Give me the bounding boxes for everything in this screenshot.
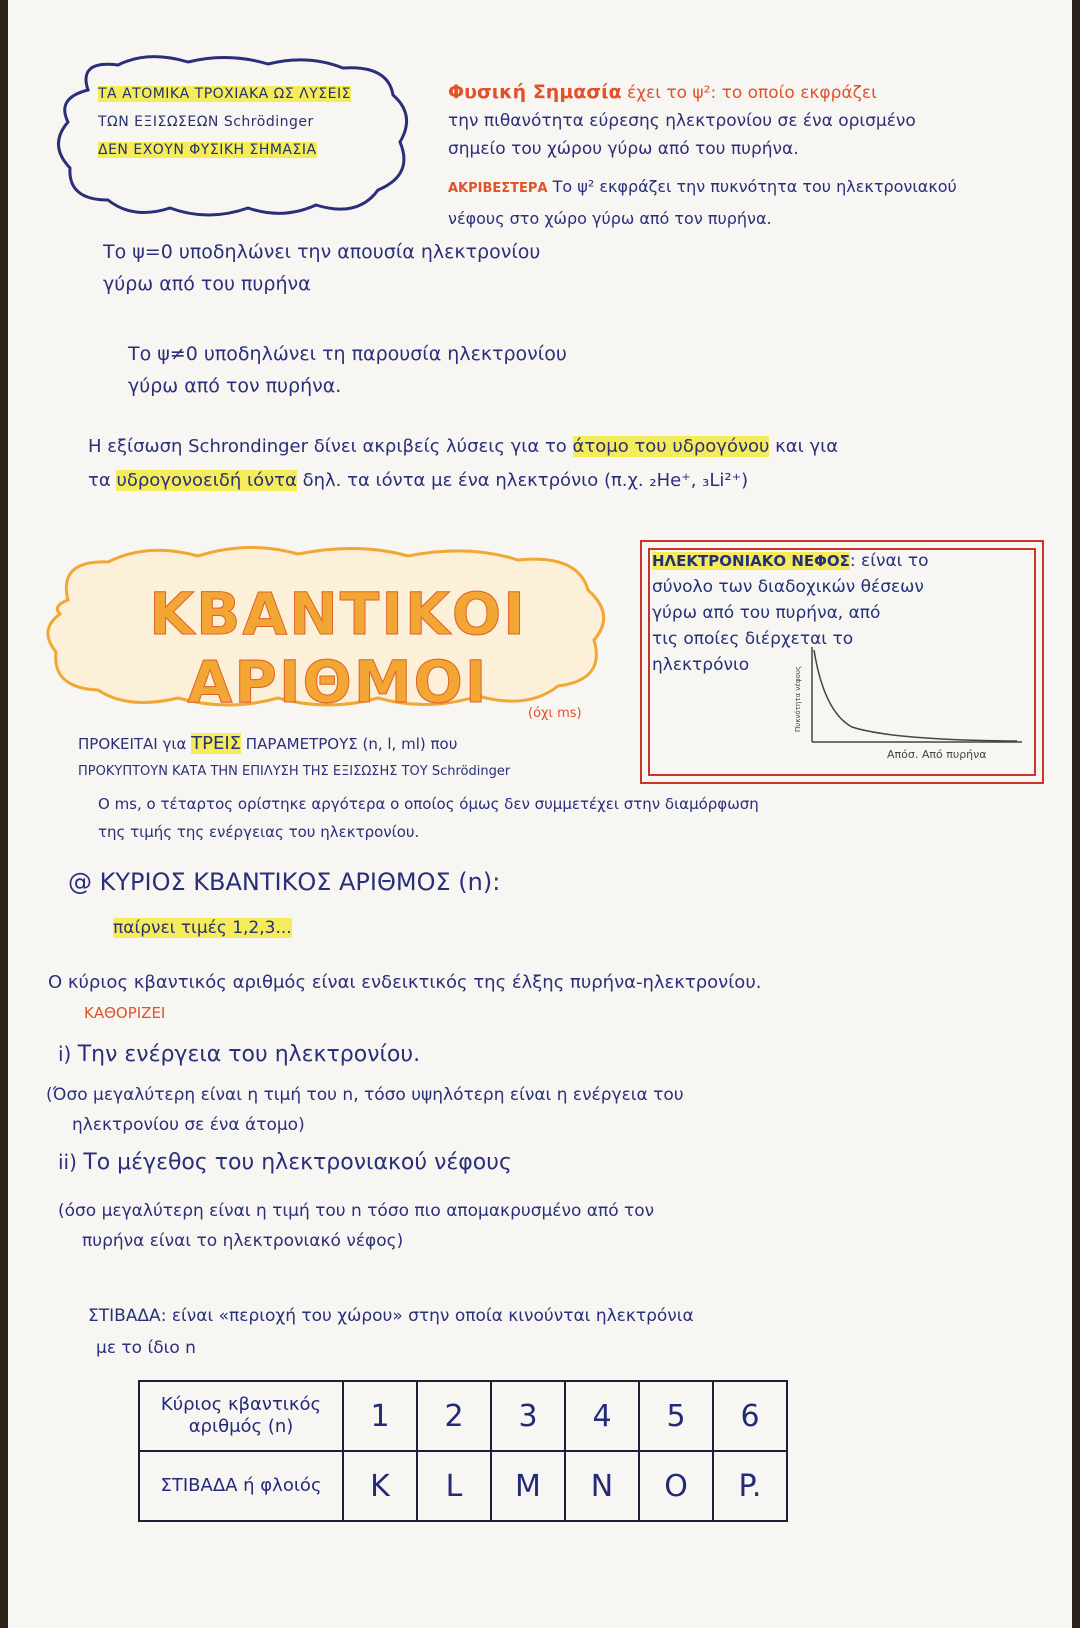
principal-ii-label: ii) [58,1150,77,1174]
cloud-note [48,50,418,220]
cloud-line-3: ΔΕΝ ΕΧΟΥΝ ΦΥΣΙΚΗ ΣΗΜΑΣΙΑ [98,142,317,158]
physical-meaning-text-1: έχει το ψ²: το οποίο εκφράζει [627,83,877,103]
schrodinger-hydrogen: άτομο του υδρογόνου [572,436,770,457]
physical-meaning-text-3: σημείο του χώρου γύρω από του πυρήνα. [448,139,799,159]
table-cell: 3 [491,1381,565,1451]
params-line-4: της τιμής της ενέργειας του ηλεκτρονίου. [98,823,420,841]
principal-heading: ΚΥΡΙΟΣ ΚΒΑΝΤΙΚΟΣ ΑΡΙΘΜΟΣ (n): [99,868,501,896]
table-cell: O [639,1451,713,1521]
cloud-def-text-4: τις οποίες διέρχεται το [652,629,854,649]
cloud-def-label: ΗΛΕΚΤΡΟΝΙΑΚΟ ΝΕΦΟΣ [652,552,850,570]
table-cell: L [417,1451,491,1521]
table-cell: 6 [713,1381,787,1451]
principal-i-note-2: ηλεκτρονίου σε ένα άτομο) [72,1115,305,1135]
principal-i-text: Την ενέργεια του ηλεκτρονίου. [77,1042,421,1067]
schrodinger-line-2b: δηλ. τα ιόντα με ένα ηλεκτρόνιο (π.χ. ₂He⁺, ₃Li²⁺) [302,470,749,491]
params-three: ΤΡΕΙΣ [191,733,242,754]
principal-values: παίρνει τιμές 1,2,3... [113,918,292,938]
table-cell: 4 [565,1381,639,1451]
params-line-1b: ΠΑΡΑΜΕΤΡΟΥΣ (n, l, ml) που [245,735,458,753]
principal-defines: ΚΑΘΟΡΙΖΕΙ [84,1004,166,1022]
shell-table [138,1380,788,1522]
params-line-1a: ΠΡΟΚΕΙΤΑΙ για [78,735,187,753]
precise-text-1: Το ψ² εκφράζει την πυκνότητα του ηλεκτρονιακού [552,177,957,196]
table-cell: 2 [417,1381,491,1451]
graph-xlabel: Απόσ. Από πυρήνα [887,748,987,761]
principal-i-note-1: (Όσο μεγαλύτερη είναι η τιμή του n, τόσο υψηλότερη είναι η ενέργεια του [46,1085,684,1105]
psi-zero-line-2: γύρω από του πυρήνα [103,273,311,295]
psi-nonzero-line-1: Το ψ≠0 υποδηλώνει τη παρουσία ηλεκτρονίου [128,343,567,365]
params-note: (όχι ms) [528,706,582,721]
cloud-line-1: ΤΑ ΑΤΟΜΙΚΑ ΤΡΟΧΙΑΚΑ ΩΣ ΛΥΣΕΙΣ [98,86,351,102]
table-cell: N [565,1451,639,1521]
principal-ii-note-1: (όσο μεγαλύτερη είναι η τιμή του n τόσο πιο απομακρυσμένο από τον [58,1201,655,1221]
schrodinger-line-1b: και για [775,436,839,457]
electron-cloud-box [640,540,1044,784]
notebook-page [8,0,1072,1628]
table-cell: K [343,1451,417,1521]
page-title: ΚΒΑΝΤΙΚΟΙ ΑΡΙΘΜΟΙ [149,580,527,716]
schrodinger-line-2a: τα [88,470,111,491]
table-header-shell: ΣΤΙΒΑΔΑ ή φλοιός [139,1451,343,1521]
cloud-def-text-2: σύνολο των διαδοχικών θέσεων [652,577,924,597]
cloud-def-text-5: ηλεκτρόνιο [652,655,750,675]
table-cell: P. [713,1451,787,1521]
psi-zero-line-1: Το ψ=0 υποδηλώνει την απουσία ηλεκτρονίου [103,241,541,263]
precise-label: ΑΚΡΙΒΕΣΤΕΡΑ [448,181,548,196]
cloud-def-text-3: γύρω από του πυρήνα, από [652,603,881,623]
params-line-2: ΠΡΟΚΥΠΤΟΥΝ ΚΑΤΑ ΤΗΝ ΕΠΙΛΥΣΗ ΤΗΣ ΕΞΙΣΩΣΗΣ ΤΟΥ Schrödinger [78,764,511,779]
principal-i-label: i) [58,1042,72,1066]
shell-def-2: με το ίδιο n [96,1338,196,1358]
table-cell: 5 [639,1381,713,1451]
shell-def-1: ΣΤΙΒΑΔΑ: είναι «περιοχή του χώρου» στην οποία κινούνται ηλεκτρόνια [88,1306,694,1326]
physical-meaning-label: Φυσική Σημασία [448,81,622,103]
table-header-n: Κύριος κβαντικός αριθμός (n) [139,1381,343,1451]
principal-marker: @ [68,868,92,896]
cloud-line-2: ΤΩΝ ΕΞΙΣΩΣΕΩΝ Schrödinger [98,114,314,130]
principal-ii-text: Το μέγεθος του ηλεκτρονιακού νέφους [83,1150,512,1175]
physical-meaning-text-2: την πιθανότητα εύρεσης ηλεκτρονίου σε ένα ορισμένο [448,111,916,131]
psi-nonzero-line-2: γύρω από τον πυρήνα. [128,375,342,397]
precise-text-2: νέφους στο χώρο γύρω από τον πυρήνα. [448,209,772,228]
density-graph [792,642,1032,772]
table-row [139,1451,787,1521]
principal-line-1: Ο κύριος κβαντικός αριθμός είναι ενδεικτικός της έλξης πυρήνα-ηλεκτρονίου. [48,972,762,993]
table-row [139,1381,787,1451]
principal-ii-note-2: πυρήνα είναι το ηλεκτρονιακό νέφος) [82,1231,404,1251]
params-line-3: Ο ms, ο τέταρτος ορίστηκε αργότερα ο οποίος όμως δεν συμμετέχει στην διαμόρφωση [98,795,759,813]
schrodinger-hydrogenlike: υδρογονοειδή ιόντα [116,470,297,491]
table-cell: 1 [343,1381,417,1451]
table-cell: M [491,1451,565,1521]
cloud-def-text-1: : είναι το [849,551,929,571]
schrodinger-line-1a: Η εξίσωση Schrondinger δίνει ακριβείς λύσεις για το [88,436,567,457]
graph-ylabel: Πυκνότητα νέφους [794,665,802,732]
